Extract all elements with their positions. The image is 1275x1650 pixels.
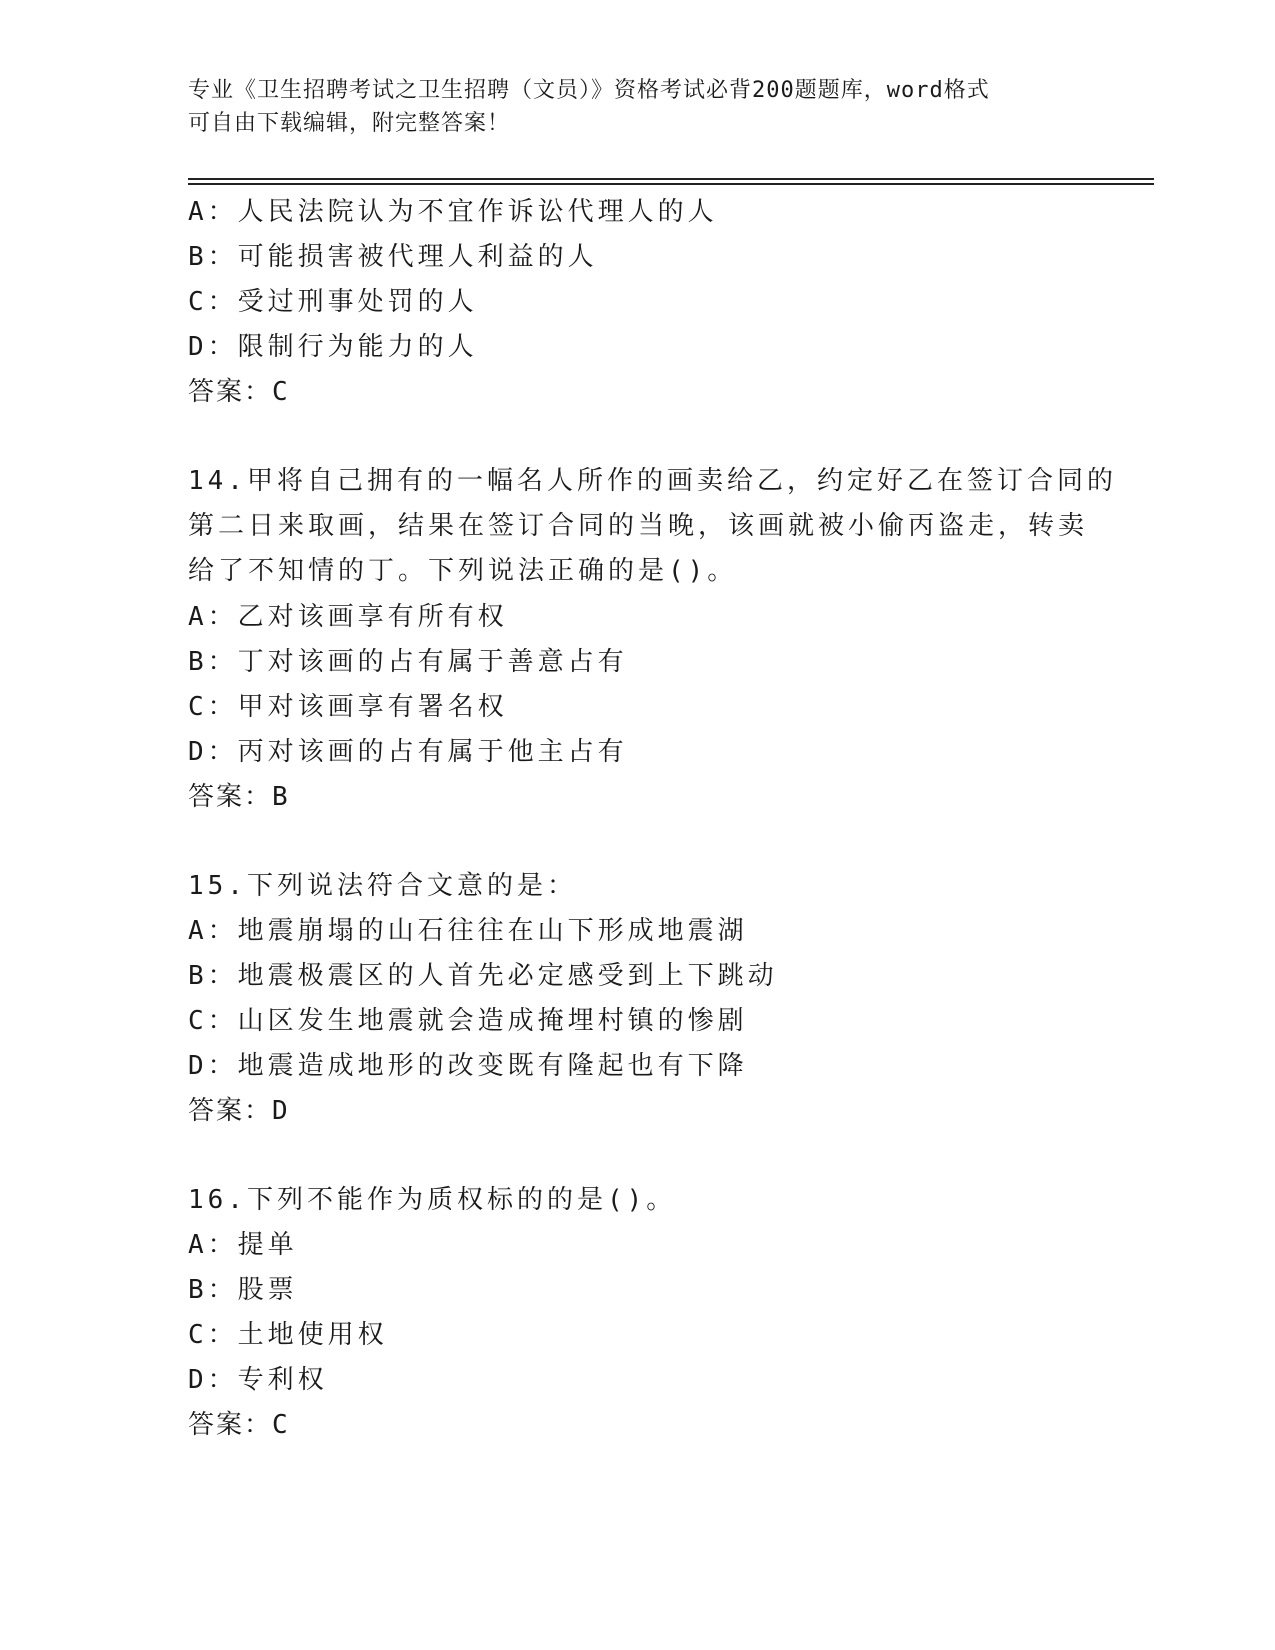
q15-stem: 15.下列说法符合文意的是： — [188, 871, 577, 901]
q14-stem-line-1: 14.甲将自己拥有的一幅名人所作的画卖给乙，约定好乙在签订合同的 — [188, 466, 1117, 496]
q15-answer: 答案：D — [188, 1096, 290, 1126]
q16-option-d: D：专利权 — [188, 1365, 328, 1395]
header-divider-bottom — [188, 183, 1154, 185]
q14-answer: 答案：B — [188, 782, 290, 812]
q16-stem: 16.下列不能作为质权标的的是()。 — [188, 1185, 677, 1215]
q14-stem-line-2: 第二日来取画，结果在签订合同的当晚，该画就被小偷丙盗走，转卖 — [188, 511, 1089, 541]
header-divider-top — [188, 178, 1154, 180]
q13-option-d: D：限制行为能力的人 — [188, 332, 478, 362]
q16-option-b: B：股票 — [188, 1275, 298, 1305]
q15-option-a: A：地震崩塌的山石往往在山下形成地震湖 — [188, 916, 748, 946]
document-header — [188, 74, 1088, 140]
q16-option-a: A：提单 — [188, 1230, 298, 1260]
q13-answer: 答案：C — [188, 377, 290, 407]
q13-option-a: A：人民法院认为不宜作诉讼代理人的人 — [188, 197, 718, 227]
q16-answer: 答案：C — [188, 1410, 290, 1440]
q16-option-c: C：土地使用权 — [188, 1320, 388, 1350]
q14-option-b: B：丁对该画的占有属于善意占有 — [188, 647, 628, 677]
q14-option-d: D：丙对该画的占有属于他主占有 — [188, 737, 628, 767]
q15-option-c: C：山区发生地震就会造成掩埋村镇的惨剧 — [188, 1006, 748, 1036]
header-line-1: 专业《卫生招聘考试之卫生招聘（文员）》资格考试必背200题题库，word格式 — [188, 78, 990, 103]
header-line-2: 可自由下载编辑，附完整答案！ — [188, 111, 511, 136]
q14-option-c: C：甲对该画享有署名权 — [188, 692, 508, 722]
q15-option-d: D：地震造成地形的改变既有隆起也有下降 — [188, 1051, 748, 1081]
q15-option-b: B：地震极震区的人首先必定感受到上下跳动 — [188, 961, 778, 991]
q14-option-a: A：乙对该画享有所有权 — [188, 602, 508, 632]
q13-option-b: B：可能损害被代理人利益的人 — [188, 242, 598, 272]
q14-stem-line-3: 给了不知情的丁。下列说法正确的是()。 — [188, 556, 738, 586]
q13-option-c: C：受过刑事处罚的人 — [188, 287, 478, 317]
